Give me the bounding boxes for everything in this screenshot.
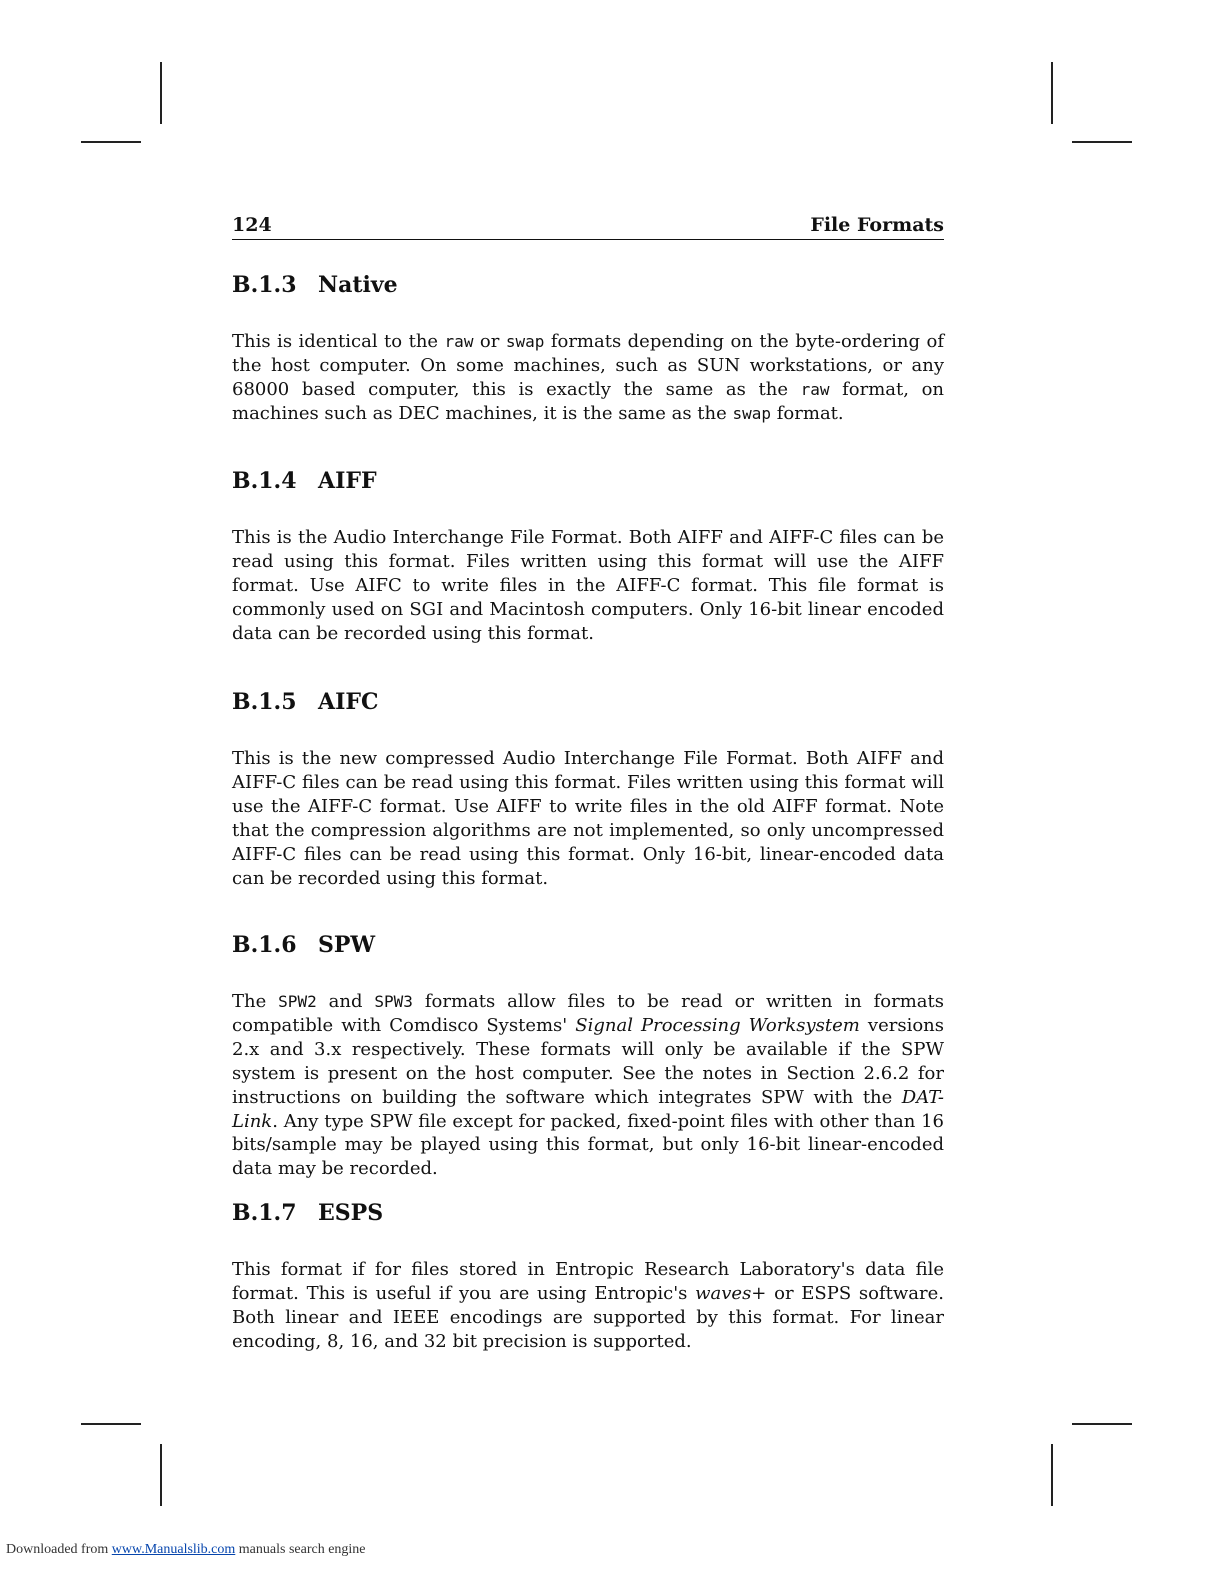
crop-mark [1051, 62, 1053, 124]
section-number: B.1.4 [232, 468, 297, 494]
section-title: AIFF [318, 468, 377, 494]
section-spw [232, 930, 944, 1181]
section-aiff [232, 466, 944, 646]
section-number: B.1.5 [232, 689, 297, 715]
section-number: B.1.3 [232, 272, 297, 298]
section-heading [232, 687, 944, 717]
section-title: Native [318, 272, 398, 298]
code-swap: swap [732, 403, 772, 423]
section-aifc [232, 687, 944, 890]
section-heading [232, 930, 944, 960]
section-body: This is the Audio Interchange File Format. Both AIFF and AIFF-C files can be read using this format. Files written using this format will use the AIFF format. Use AIFC to write files in the AIFF-C format. This file format is commonly used on SGI and Macintosh computers. Only 16-bit linear encoded data can be recorded using this format. [232, 527, 944, 644]
product-name: DAT-Link [232, 1086, 944, 1132]
section-native [232, 270, 944, 426]
chapter-title: File Formats [810, 214, 944, 236]
code-raw: raw [444, 332, 474, 351]
crop-mark [160, 62, 162, 124]
section-title: AIFC [318, 689, 379, 715]
section-number: B.1.6 [232, 932, 297, 958]
code-spw2: SPW2 [278, 992, 317, 1011]
section-title: SPW [318, 932, 376, 958]
section-esps [232, 1198, 944, 1354]
section-body: This is the new compressed Audio Interchange File Format. Both AIFF and AIFF-C files can be read using this format. Files written using this format will use the AIFF-C format. Use AIFF to write files in the old AIFF format. Note that the compression algorithms are not implemented, so only uncompressed AIFF-C files can be read using this format. Only 16-bit, linear-encoded data can be recorded using this format. [232, 748, 944, 889]
section-heading [232, 466, 944, 496]
manualslib-link[interactable]: www.Manualslib.com [111, 1542, 236, 1557]
crop-mark [81, 1423, 141, 1425]
code-spw3: SPW3 [374, 992, 413, 1011]
running-header [232, 210, 944, 240]
section-number: B.1.7 [232, 1200, 297, 1226]
code-raw: raw [800, 379, 830, 399]
section-body: This is identical to the raw or swap formats depending on the byte-ordering of the host computer. On some machines, such as SUN workstations, or any 68000 based computer, this is exactly the same as the raw format, on machines such as DEC machines, it is the same as the swap format. [232, 331, 945, 424]
section-heading [232, 1198, 944, 1228]
crop-mark [1072, 1423, 1132, 1425]
crop-mark [81, 141, 141, 143]
crop-mark [160, 1444, 162, 1506]
section-title: ESPS [318, 1200, 384, 1226]
download-footer: Downloaded from www.Manualslib.com manuals search engine [6, 1542, 366, 1557]
page-number: 124 [232, 214, 272, 236]
product-name: Signal Processing Worksystem [575, 1014, 860, 1036]
product-name: waves+ [695, 1282, 767, 1304]
code-swap: swap [505, 332, 545, 351]
section-body: The SPW2 and SPW3 formats allow files to be read or written in formats compatible with Comdisco Systems' Signal Processing Worksystem versions 2.x and 3.x respectively. These formats will only be available if the SPW system is present on the host computer. See the notes in Section 2.6.2 for instructions on building the software which integrates SPW with the DAT-Link. Any type SPW file except for packed, fixed-point files with other than 16 bits/sample may be played using this format, but only 16-bit linear-encoded data may be recorded. [232, 991, 944, 1180]
section-body: This format if for files stored in Entropic Research Laboratory's data file format. This is useful if you are using Entropic's waves+ or ESPS software. Both linear and IEEE encodings are supported by this format. For linear encoding, 8, 16, and 32 bit precision is supported. [232, 1259, 944, 1352]
crop-mark [1072, 141, 1132, 143]
crop-mark [1051, 1444, 1053, 1506]
section-heading [232, 270, 944, 300]
